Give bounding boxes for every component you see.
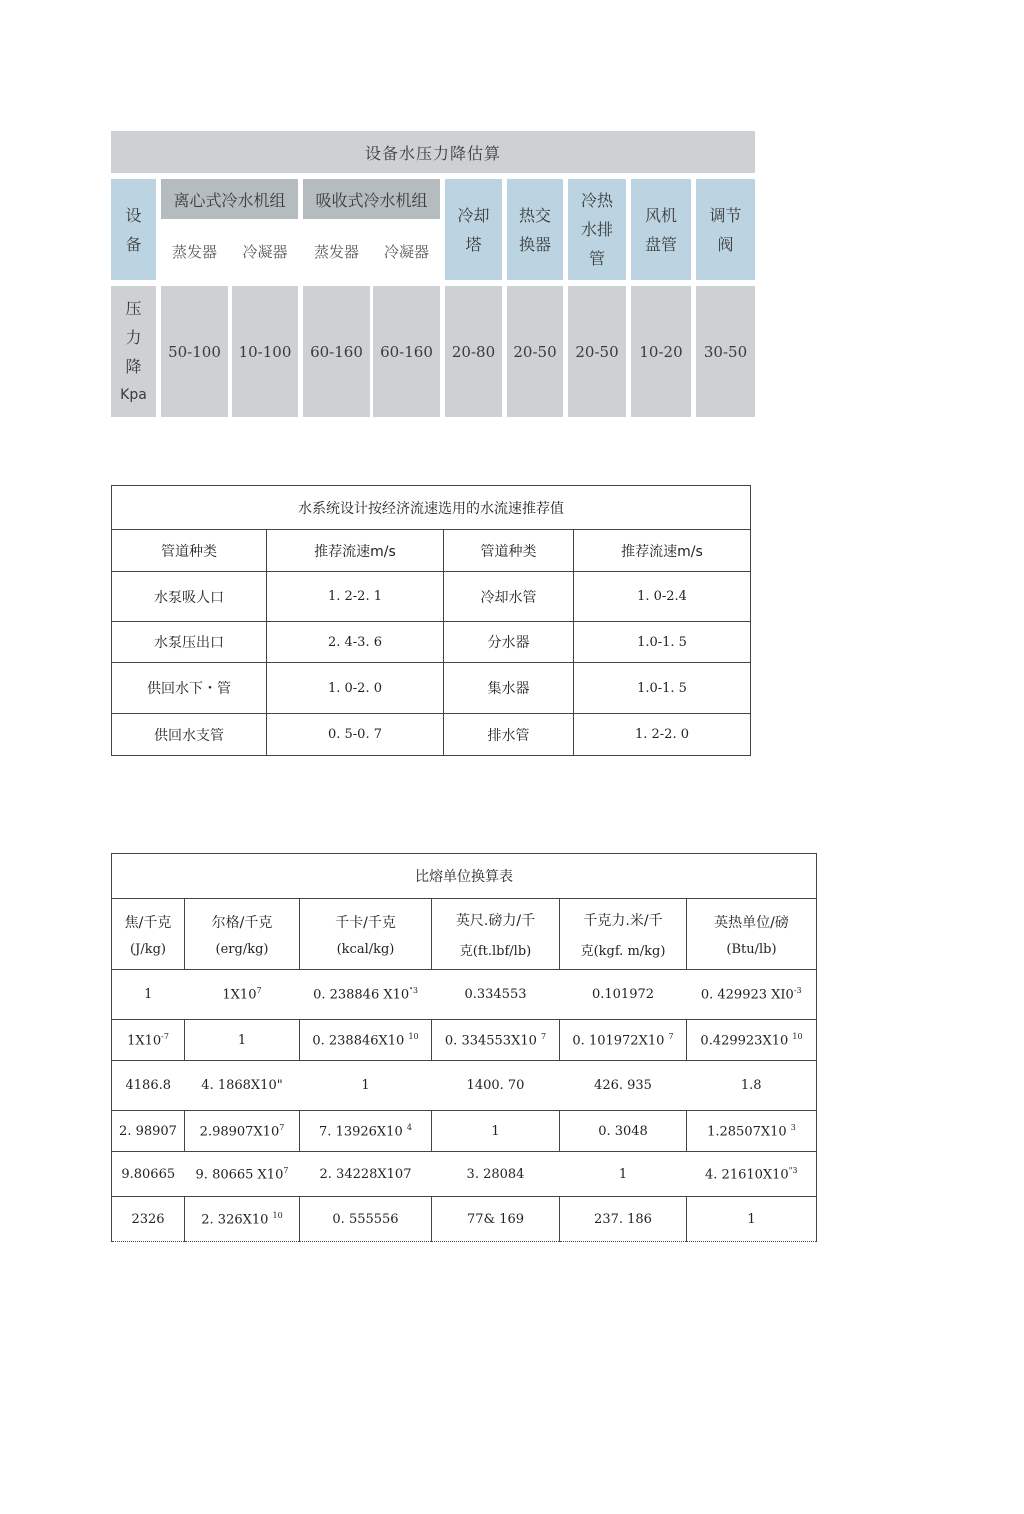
header-char: 换器 <box>518 234 551 254</box>
table-cell <box>185 1020 300 1061</box>
value-cell: 50-100 <box>161 286 228 417</box>
cell-value: 3. 28084 <box>466 1166 525 1182</box>
cell-value: 0. 429923 XI0 <box>700 987 794 1003</box>
pressure-drop-title: 设备水压力降估算 <box>111 131 755 173</box>
table-cell <box>300 970 432 1020</box>
cell-value: 1 <box>361 1078 370 1093</box>
header-char: 管 <box>588 249 605 268</box>
cell-value: 0. 238846X10 <box>312 1033 409 1049</box>
table-cell <box>560 1061 687 1111</box>
table-cell <box>432 1020 560 1061</box>
table-cell <box>112 1152 185 1197</box>
cell-value: 2. 326X10 <box>201 1212 273 1228</box>
cell-value: 77& 169 <box>466 1211 525 1227</box>
header-char: 冷却 <box>457 205 490 225</box>
table-row <box>112 1111 817 1152</box>
value-cell: 20-50 <box>507 286 563 417</box>
absorption-chiller-header: 吸收式冷水机组 <box>303 179 440 219</box>
table-cell <box>185 970 300 1020</box>
header-char: 阀 <box>717 234 734 254</box>
enthalpy-conversion-title: 比熔单位换算表 <box>112 854 817 899</box>
table-row <box>112 1061 817 1111</box>
table-row <box>112 486 751 530</box>
header-char: 调节 <box>709 205 742 225</box>
cell-exponent: -7 <box>161 1031 169 1041</box>
value-cell: 20-50 <box>568 286 626 417</box>
table-cell <box>687 1152 817 1197</box>
cell-value: 2. 34228X107 <box>319 1166 412 1182</box>
cell-value: 237. 186 <box>594 1211 652 1227</box>
cell-value: 1400. 70 <box>466 1078 525 1093</box>
cell-value: 0.101972 <box>591 987 655 1002</box>
header-unit-symbol: (erg/kg) <box>215 941 269 957</box>
sub-header-condenser: 冷凝器 <box>242 242 288 261</box>
table-row <box>112 1020 817 1061</box>
cell-value: 1X10 <box>222 987 257 1003</box>
table-cell <box>560 1020 687 1061</box>
column-header <box>300 899 432 970</box>
header-unit-name: 焦/千克 <box>124 914 172 931</box>
header-fan-coil <box>631 179 691 280</box>
cell-exponent: "3 <box>788 1165 798 1175</box>
column-header <box>112 899 185 970</box>
equipment-header <box>111 179 156 280</box>
table-cell: 1.0-1. 5 <box>574 663 751 714</box>
cell-exponent: 10 <box>792 1031 803 1041</box>
header-char: 冷热 <box>580 191 613 210</box>
cell-value: 0.429923X10 <box>700 1033 793 1049</box>
cell-value: 9. 80665 X10 <box>195 1167 284 1183</box>
table-cell <box>560 1197 687 1242</box>
header-unit-name: 千卡/千克 <box>335 914 396 931</box>
table-cell <box>300 1061 432 1111</box>
table-cell <box>687 1197 817 1242</box>
pressure-drop-table <box>111 131 755 417</box>
table-row <box>112 714 751 756</box>
cell-value: 1 <box>747 1211 756 1227</box>
table-cell: 分水器 <box>444 622 574 663</box>
table-cell <box>300 1020 432 1061</box>
table-cell <box>112 1197 185 1242</box>
value-cell: 10-20 <box>631 286 691 417</box>
cell-value: 1 <box>618 1166 628 1182</box>
column-header <box>185 899 300 970</box>
table-cell: 0. 5-0. 7 <box>267 714 444 756</box>
pressure-drop-label <box>111 286 156 417</box>
table-cell <box>560 1111 687 1152</box>
cell-exponent: 10 <box>272 1210 283 1220</box>
cell-value: 0. 238846 X10 <box>313 987 410 1003</box>
table-cell <box>185 1061 300 1111</box>
value-cell: 10-100 <box>232 286 298 417</box>
table-cell <box>112 1111 185 1152</box>
cell-value: 2. 98907 <box>119 1123 177 1139</box>
cell-exponent: 3 <box>790 1122 796 1132</box>
label-char: 压 <box>125 298 142 318</box>
header-unit-name: 尔格/千克 <box>211 914 273 931</box>
cell-value: 0. 101972X10 <box>572 1033 669 1049</box>
cell-value: 2.98907X10 <box>199 1124 280 1140</box>
header-unit-name: 英尺.磅力/千 <box>455 912 536 929</box>
cell-value: 0. 3048 <box>598 1123 648 1139</box>
column-header <box>432 899 560 970</box>
cell-value: 1.28507X10 <box>707 1124 791 1140</box>
cell-value: 1X10 <box>127 1033 162 1049</box>
cell-exponent: 7 <box>541 1031 547 1041</box>
table-cell <box>687 1111 817 1152</box>
cell-value: 2326 <box>131 1211 165 1227</box>
cell-value: 4. 1868X10" <box>201 1078 283 1093</box>
header-char: 水排 <box>580 220 613 239</box>
cell-value: 1 <box>144 987 153 1002</box>
header-unit-name: 英热单位/磅 <box>714 914 789 931</box>
equipment-header-char: 设 <box>125 205 142 225</box>
cell-exponent: 4 <box>406 1122 412 1132</box>
header-unit-symbol: 克(ft.lbf/lb) <box>459 943 532 959</box>
cell-exponent: 10 <box>408 1031 419 1041</box>
header-cooling-tower <box>445 179 502 280</box>
table-cell <box>432 1152 560 1197</box>
value-cell: 60-160 <box>373 286 440 417</box>
cell-value: 4. 21610X10 <box>705 1167 789 1183</box>
sub-header-evaporator: 蒸发器 <box>313 242 359 261</box>
cell-value: 0. 334553X10 <box>444 1033 541 1049</box>
header-char: 塔 <box>465 234 482 254</box>
water-velocity-title: 水系统设计按经济流速选用的水流速推荐值 <box>112 486 751 530</box>
value-cell: 60-160 <box>303 286 370 417</box>
value-cell: 20-80 <box>445 286 502 417</box>
column-header: 推荐流速m/s <box>267 530 444 572</box>
header-heat-exchanger <box>507 179 563 280</box>
table-cell <box>185 1197 300 1242</box>
cell-value: 1 <box>491 1123 500 1139</box>
table-cell: 供回水下・管 <box>112 663 267 714</box>
header-unit-name: 千克力.米/千 <box>583 912 663 929</box>
cell-value: 9.80665 <box>121 1166 176 1182</box>
table-cell: 1. 2-2. 1 <box>267 572 444 622</box>
table-cell <box>432 1111 560 1152</box>
table-row <box>112 572 751 622</box>
header-unit-symbol: 克(kgf. m/kg) <box>580 943 666 959</box>
table-row <box>112 1197 817 1242</box>
column-header <box>560 899 687 970</box>
header-char: 风机 <box>644 205 677 225</box>
table-cell: 冷却水管 <box>444 572 574 622</box>
table-row <box>112 663 751 714</box>
table-row <box>112 854 817 899</box>
header-regulating-valve <box>696 179 755 280</box>
table-cell <box>687 1020 817 1061</box>
table-row <box>112 622 751 663</box>
enthalpy-conversion-table <box>111 853 817 1242</box>
table-row <box>112 1152 817 1197</box>
table-cell <box>185 1152 300 1197</box>
table-row <box>112 899 817 970</box>
table-row <box>112 530 751 572</box>
table-cell: 集水器 <box>444 663 574 714</box>
table-cell: 1. 0-2.4 <box>574 572 751 622</box>
cell-exponent: "3 <box>409 986 418 996</box>
header-unit-symbol: (kcal/kg) <box>336 941 395 957</box>
table-cell <box>432 970 560 1020</box>
table-cell <box>560 1152 687 1197</box>
table-cell <box>300 1111 432 1152</box>
label-char: 降 <box>125 356 142 376</box>
column-header: 管道种类 <box>444 530 574 572</box>
cell-value: 7. 13926X10 <box>319 1124 407 1140</box>
column-header: 管道种类 <box>112 530 267 572</box>
cell-value: 4186.8 <box>125 1078 171 1093</box>
table-cell <box>300 1152 432 1197</box>
column-header <box>687 899 817 970</box>
table-cell: 排水管 <box>444 714 574 756</box>
cell-exponent: -3 <box>793 986 802 996</box>
label-char: 力 <box>125 327 142 347</box>
table-cell <box>432 1061 560 1111</box>
table-cell <box>112 970 185 1020</box>
table-cell <box>112 1020 185 1061</box>
header-water-manifold <box>568 179 626 280</box>
header-char: 热交 <box>518 205 551 225</box>
cell-value: 1 <box>237 1032 247 1048</box>
header-char: 盘管 <box>644 234 677 254</box>
table-cell: 2. 4-3. 6 <box>267 622 444 663</box>
water-velocity-table <box>111 485 751 756</box>
cell-exponent: 7 <box>256 986 262 996</box>
cell-exponent: 7 <box>283 1165 289 1175</box>
cell-exponent: 7 <box>279 1122 285 1132</box>
table-cell <box>432 1197 560 1242</box>
label-char: Kpa <box>120 386 147 403</box>
table-cell <box>687 970 817 1020</box>
table-cell <box>687 1061 817 1111</box>
centrifugal-chiller-header: 离心式冷水机组 <box>161 179 298 219</box>
table-cell <box>560 970 687 1020</box>
cell-value: 1.8 <box>740 1078 762 1093</box>
table-cell: 水泵吸人口 <box>112 572 267 622</box>
value-cell: 30-50 <box>696 286 755 417</box>
table-cell <box>185 1111 300 1152</box>
table-cell: 1. 0-2. 0 <box>267 663 444 714</box>
table-cell <box>300 1197 432 1242</box>
cell-value: 0.334553 <box>464 987 527 1002</box>
cell-value: 426. 935 <box>594 1078 652 1093</box>
sub-header-condenser: 冷凝器 <box>383 242 429 261</box>
sub-header-evaporator: 蒸发器 <box>171 242 217 261</box>
table-cell: 1.0-1. 5 <box>574 622 751 663</box>
header-unit-symbol: (J/kg) <box>130 941 166 957</box>
cell-value: 0. 555556 <box>332 1211 399 1227</box>
cell-exponent: 7 <box>668 1031 674 1041</box>
column-header: 推荐流速m/s <box>574 530 751 572</box>
table-cell: 水泵压出口 <box>112 622 267 663</box>
table-cell <box>112 1061 185 1111</box>
table-cell: 供回水支管 <box>112 714 267 756</box>
table-row <box>112 970 817 1020</box>
equipment-header-char: 备 <box>125 234 142 254</box>
table-cell: 1. 2-2. 0 <box>574 714 751 756</box>
header-unit-symbol: (Btu/lb) <box>726 941 777 957</box>
